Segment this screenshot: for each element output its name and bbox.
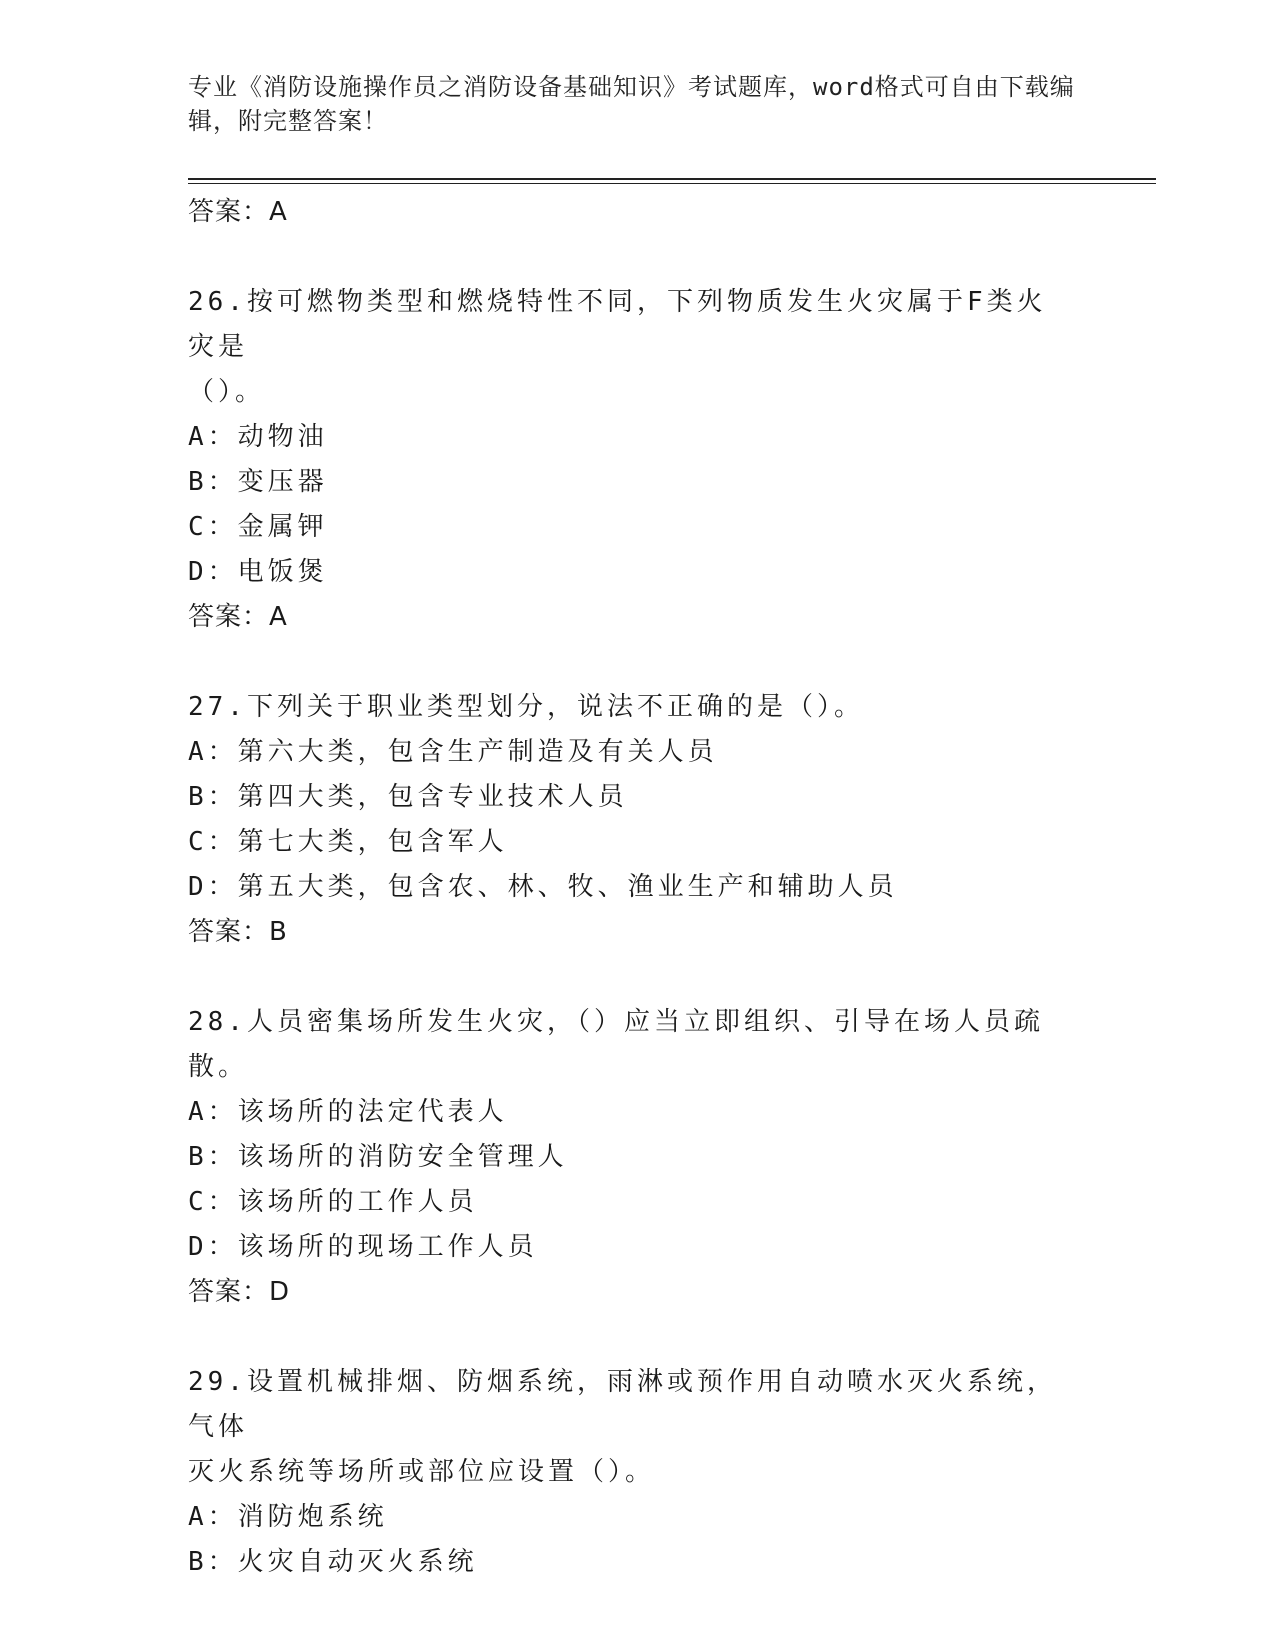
question-29 — [188, 1360, 1088, 1585]
spacer — [188, 235, 1088, 280]
question-26-answer: 答案：A — [188, 602, 288, 632]
question-27-option-b: B：第四大类，包含专业技术人员 — [188, 782, 628, 812]
question-29-line-1: 29.设置机械排烟、防烟系统，雨淋或预作用自动喷水灭火系统，气体 — [188, 1367, 1057, 1442]
question-27-option-d: D：第五大类，包含农、林、牧、渔业生产和辅助人员 — [188, 872, 898, 902]
question-list — [188, 190, 1088, 1585]
spacer — [188, 640, 1088, 685]
question-29-option-a: A：消防炮系统 — [188, 1502, 388, 1532]
question-27-text — [188, 685, 1068, 730]
question-29-text — [188, 1360, 1068, 1495]
header-line-2: 辑，附完整答案！ — [188, 107, 388, 135]
document-header — [188, 70, 1078, 138]
question-27-answer: 答案：B — [188, 917, 288, 947]
question-26-option-c: C：金属钾 — [188, 512, 328, 542]
question-26-text — [188, 280, 1068, 415]
question-27 — [188, 685, 1088, 955]
question-26-option-b: B：变压器 — [188, 467, 328, 497]
question-28-option-a: A：该场所的法定代表人 — [188, 1097, 508, 1127]
question-28-option-d: D：该场所的现场工作人员 — [188, 1232, 538, 1262]
header-divider-thin — [188, 183, 1156, 184]
spacer — [188, 1315, 1088, 1360]
question-28-option-b: B：该场所的消防安全管理人 — [188, 1142, 568, 1172]
question-29-option-b: B：火灾自动灭火系统 — [188, 1547, 478, 1577]
header-divider-thick — [188, 178, 1156, 180]
header-line-1: 专业《消防设施操作员之消防设备基础知识》考试题库，word格式可自由下载编 — [188, 73, 1075, 101]
spacer — [188, 955, 1088, 1000]
question-27-option-a: A：第六大类，包含生产制造及有关人员 — [188, 737, 718, 767]
question-26-option-a: A：动物油 — [188, 422, 328, 452]
question-27-line-1: 27.下列关于职业类型划分，说法不正确的是（）。 — [188, 692, 864, 722]
answer-25: 答案：A — [188, 197, 288, 227]
question-28 — [188, 1000, 1088, 1315]
question-26 — [188, 280, 1088, 640]
question-28-text — [188, 1000, 1068, 1090]
question-26-line-2: （）。 — [188, 377, 266, 407]
question-26-line-1: 26.按可燃物类型和燃烧特性不同，下列物质发生火灾属于F类火灾是 — [188, 287, 1047, 362]
question-28-option-c: C：该场所的工作人员 — [188, 1187, 478, 1217]
question-27-option-c: C：第七大类，包含军人 — [188, 827, 508, 857]
question-29-line-2: 灭火系统等场所或部位应设置（）。 — [188, 1457, 656, 1487]
question-28-answer: 答案：D — [188, 1277, 291, 1307]
question-26-option-d: D：电饭煲 — [188, 557, 328, 587]
question-28-line-1: 28.人员密集场所发生火灾，（）应当立即组织、引导在场人员疏散。 — [188, 1007, 1044, 1082]
